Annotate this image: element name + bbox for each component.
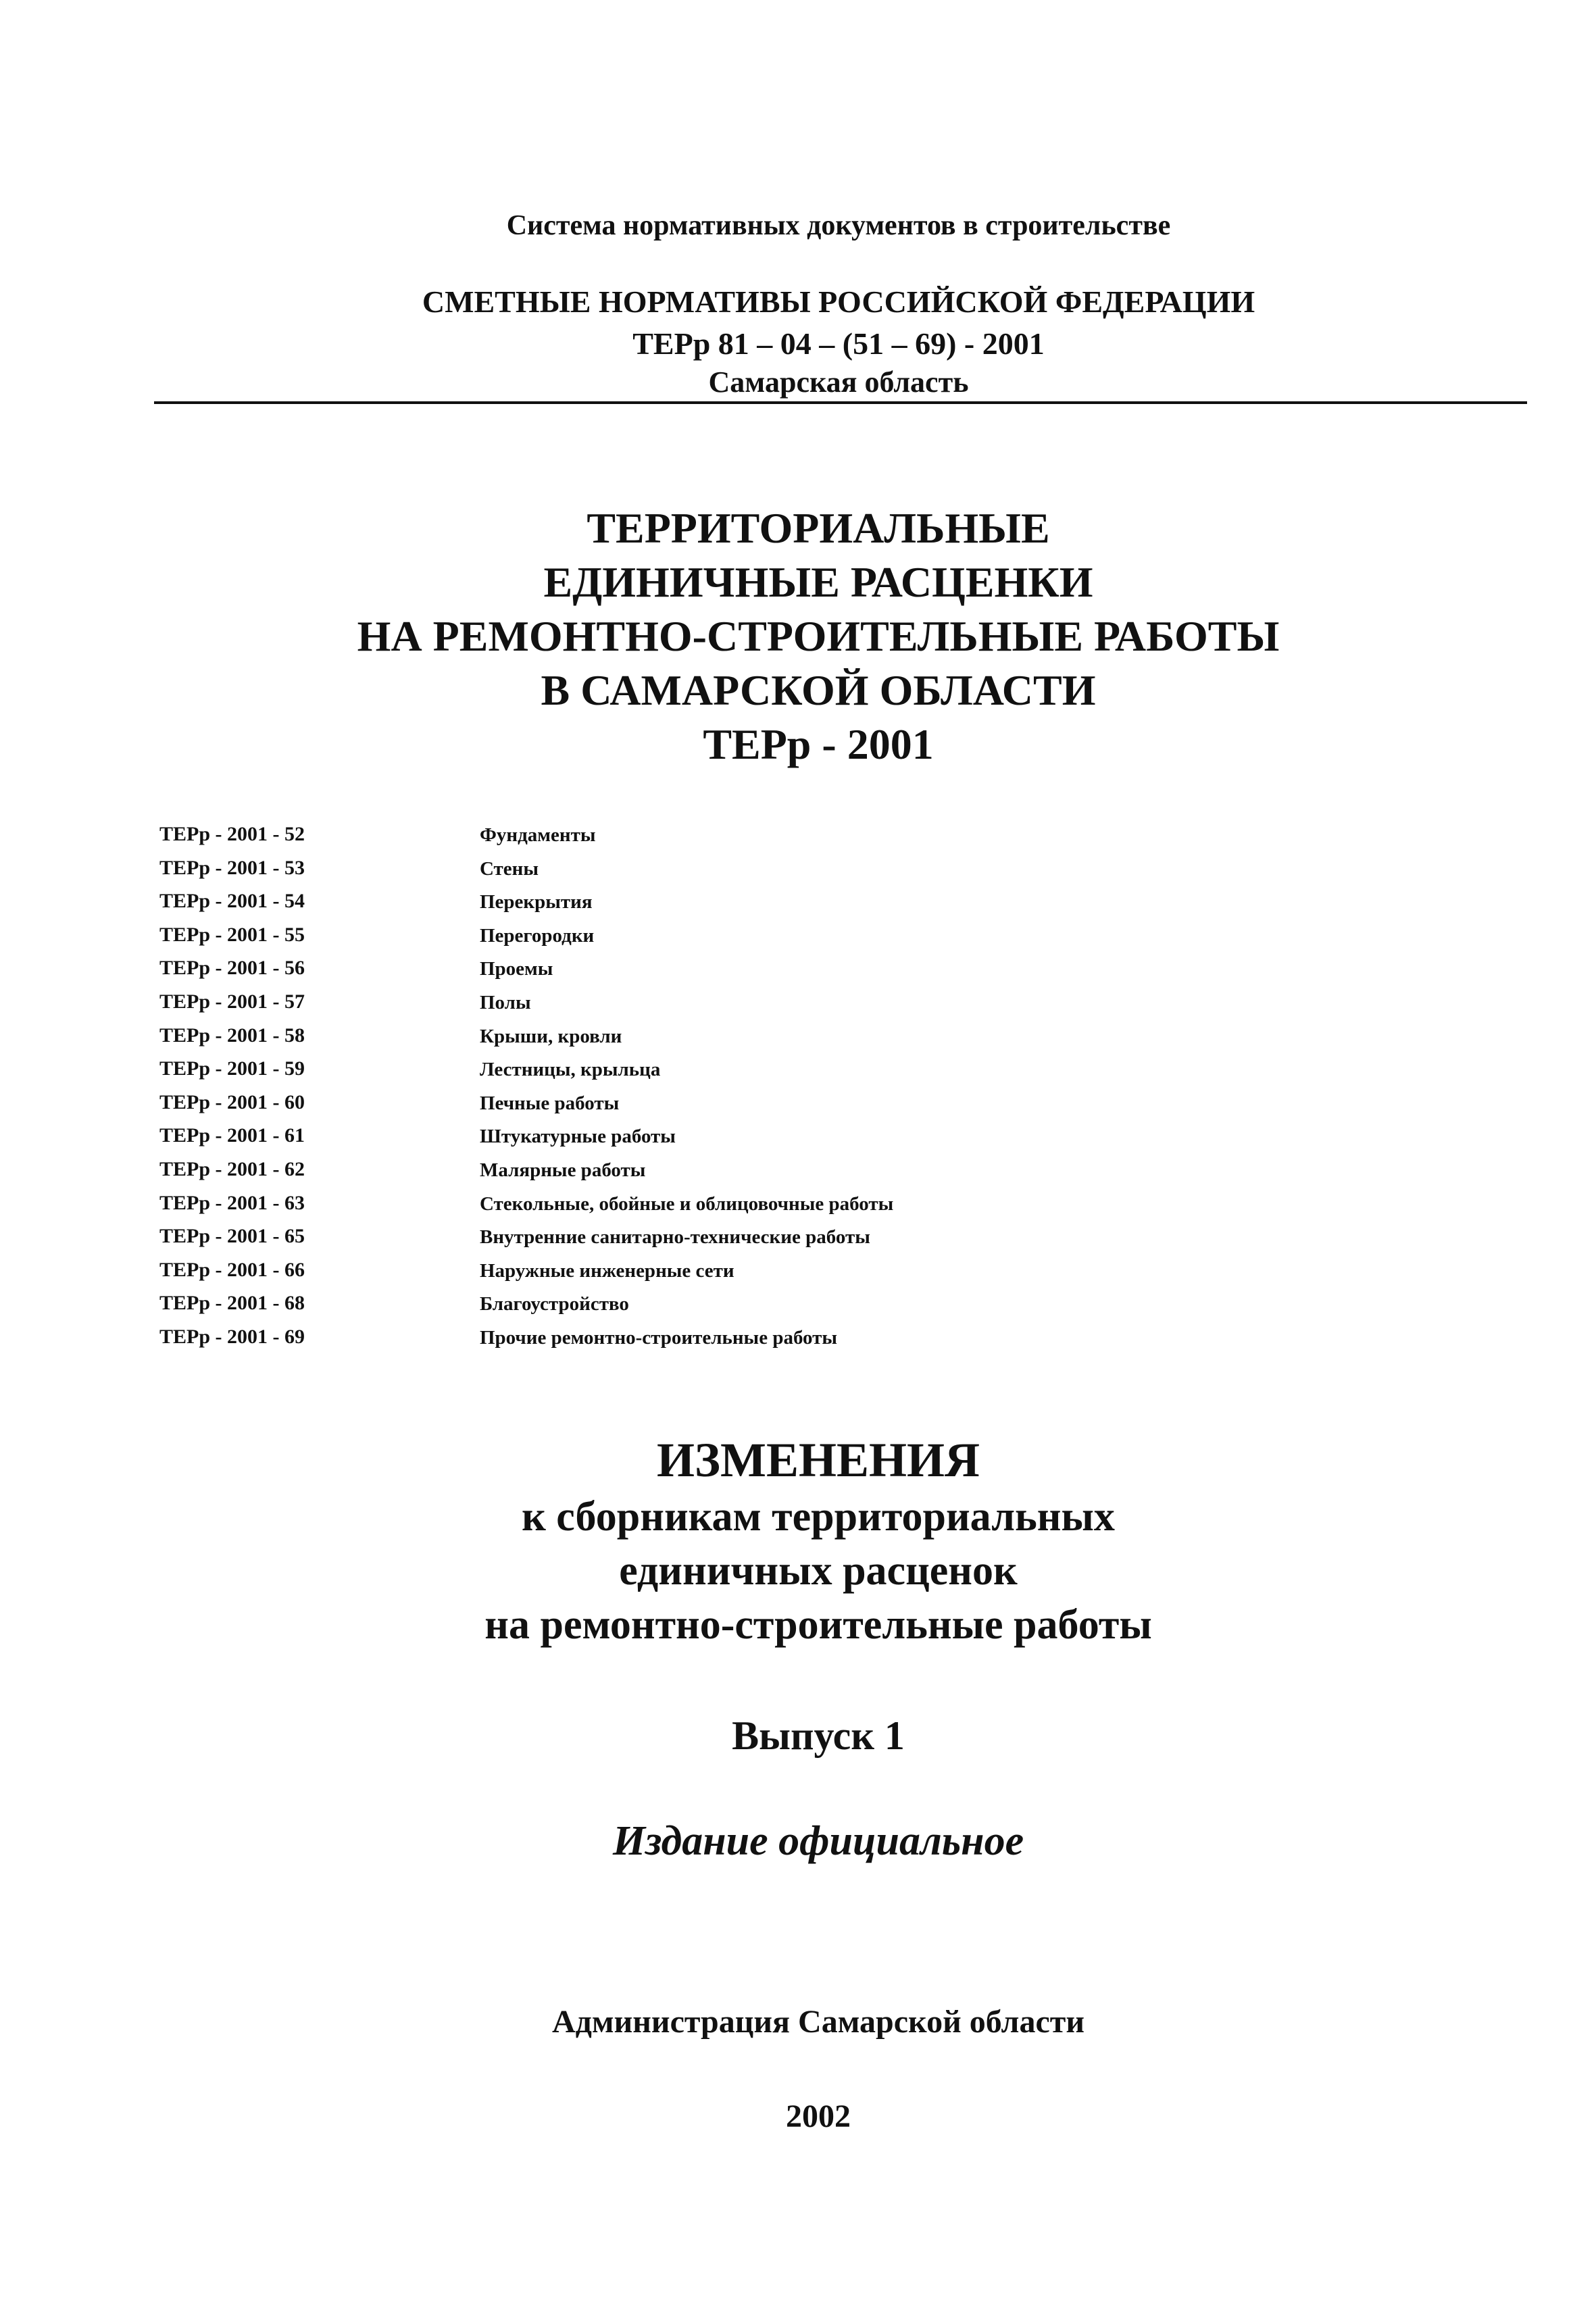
collection-name: Благоустройство xyxy=(480,1293,629,1315)
list-item xyxy=(159,1124,1173,1158)
norm-code: ТЕРр 81 – 04 – (51 – 69) - 2001 xyxy=(632,326,1045,361)
norm-title: СМЕТНЫЕ НОРМАТИВЫ РОССИЙСКОЙ ФЕДЕРАЦИИ xyxy=(422,284,1255,319)
collections-list xyxy=(159,823,1173,1359)
collection-code: ТЕРр - 2001 - 57 xyxy=(159,990,305,1013)
main-title-line-2: ЕДИНИЧНЫЕ РАСЦЕНКИ xyxy=(543,558,1093,606)
list-item xyxy=(159,957,1173,990)
collection-code: ТЕРр - 2001 - 65 xyxy=(159,1225,305,1248)
collection-name: Наружные инженерные сети xyxy=(480,1259,734,1282)
main-title-line-3: НА РЕМОНТНО-СТРОИТЕЛЬНЫЕ РАБОТЫ xyxy=(357,612,1280,660)
main-title-line-5: ТЕРр - 2001 xyxy=(703,720,934,768)
collection-name: Полы xyxy=(480,991,531,1013)
collection-code: ТЕРр - 2001 - 56 xyxy=(159,957,305,980)
list-item xyxy=(159,990,1173,1024)
collection-name: Печные работы xyxy=(480,1092,620,1114)
collection-name: Стены xyxy=(480,857,539,880)
list-item xyxy=(159,1292,1173,1326)
changes-subtitle-line-2: единичных расценок xyxy=(619,1548,1018,1594)
collection-name: Фундаменты xyxy=(480,824,596,846)
changes-title: ИЗМЕНЕНИЯ xyxy=(656,1433,980,1487)
collection-code: ТЕРр - 2001 - 61 xyxy=(159,1124,305,1147)
changes-subtitle-line-1: к сборникам территориальных xyxy=(522,1494,1115,1540)
system-title: Система нормативных документов в строительстве xyxy=(506,210,1171,241)
collection-name: Перекрытия xyxy=(480,891,593,913)
collection-code: ТЕРр - 2001 - 52 xyxy=(159,823,305,845)
collection-code: ТЕРр - 2001 - 55 xyxy=(159,923,305,946)
collection-code: ТЕРр - 2001 - 59 xyxy=(159,1057,305,1080)
list-item xyxy=(159,1024,1173,1058)
edition-note: Издание официальное xyxy=(612,1818,1024,1864)
list-item xyxy=(159,1225,1173,1259)
list-item xyxy=(159,1259,1173,1292)
main-title-line-4: В САМАРСКОЙ ОБЛАСТИ xyxy=(541,666,1096,714)
collection-name: Лестницы, крыльца xyxy=(480,1059,661,1081)
collection-name: Малярные работы xyxy=(480,1159,646,1181)
list-item xyxy=(159,1057,1173,1091)
collection-code: ТЕРр - 2001 - 54 xyxy=(159,890,305,913)
publisher: Администрация Самарской области xyxy=(551,2004,1085,2040)
collection-name: Крыши, кровли xyxy=(480,1025,622,1047)
collection-name: Штукатурные работы xyxy=(480,1126,676,1148)
collection-name: Стекольные, обойные и облицовочные работы xyxy=(480,1192,894,1215)
collection-name: Проемы xyxy=(480,958,553,980)
collection-name: Перегородки xyxy=(480,924,595,947)
collection-code: ТЕРр - 2001 - 68 xyxy=(159,1292,305,1315)
collection-code: ТЕРр - 2001 - 66 xyxy=(159,1258,305,1281)
list-item xyxy=(159,1158,1173,1192)
collection-code: ТЕРр - 2001 - 60 xyxy=(159,1090,305,1113)
region-name: Самарская область xyxy=(708,366,969,399)
collection-name: Прочие ремонтно-строительные работы xyxy=(480,1326,838,1349)
changes-subtitle-line-3: на ремонтно-строительные работы xyxy=(484,1602,1152,1648)
collection-code: ТЕРр - 2001 - 58 xyxy=(159,1024,305,1047)
list-item xyxy=(159,1192,1173,1226)
list-item xyxy=(159,823,1173,857)
publication-year: 2002 xyxy=(786,2098,851,2134)
collection-code: ТЕРр - 2001 - 53 xyxy=(159,856,305,879)
header-divider xyxy=(154,401,1527,404)
list-item xyxy=(159,1326,1173,1359)
collection-code: ТЕРр - 2001 - 63 xyxy=(159,1191,305,1214)
list-item xyxy=(159,924,1173,957)
collection-code: ТЕРр - 2001 - 62 xyxy=(159,1157,305,1180)
list-item xyxy=(159,890,1173,924)
main-title-line-1: ТЕРРИТОРИАЛЬНЫЕ xyxy=(587,504,1050,552)
issue-number: Выпуск 1 xyxy=(732,1713,905,1758)
collection-name: Внутренние санитарно-технические работы xyxy=(480,1226,870,1249)
list-item xyxy=(159,857,1173,890)
collection-code: ТЕРр - 2001 - 69 xyxy=(159,1325,305,1348)
list-item xyxy=(159,1091,1173,1125)
